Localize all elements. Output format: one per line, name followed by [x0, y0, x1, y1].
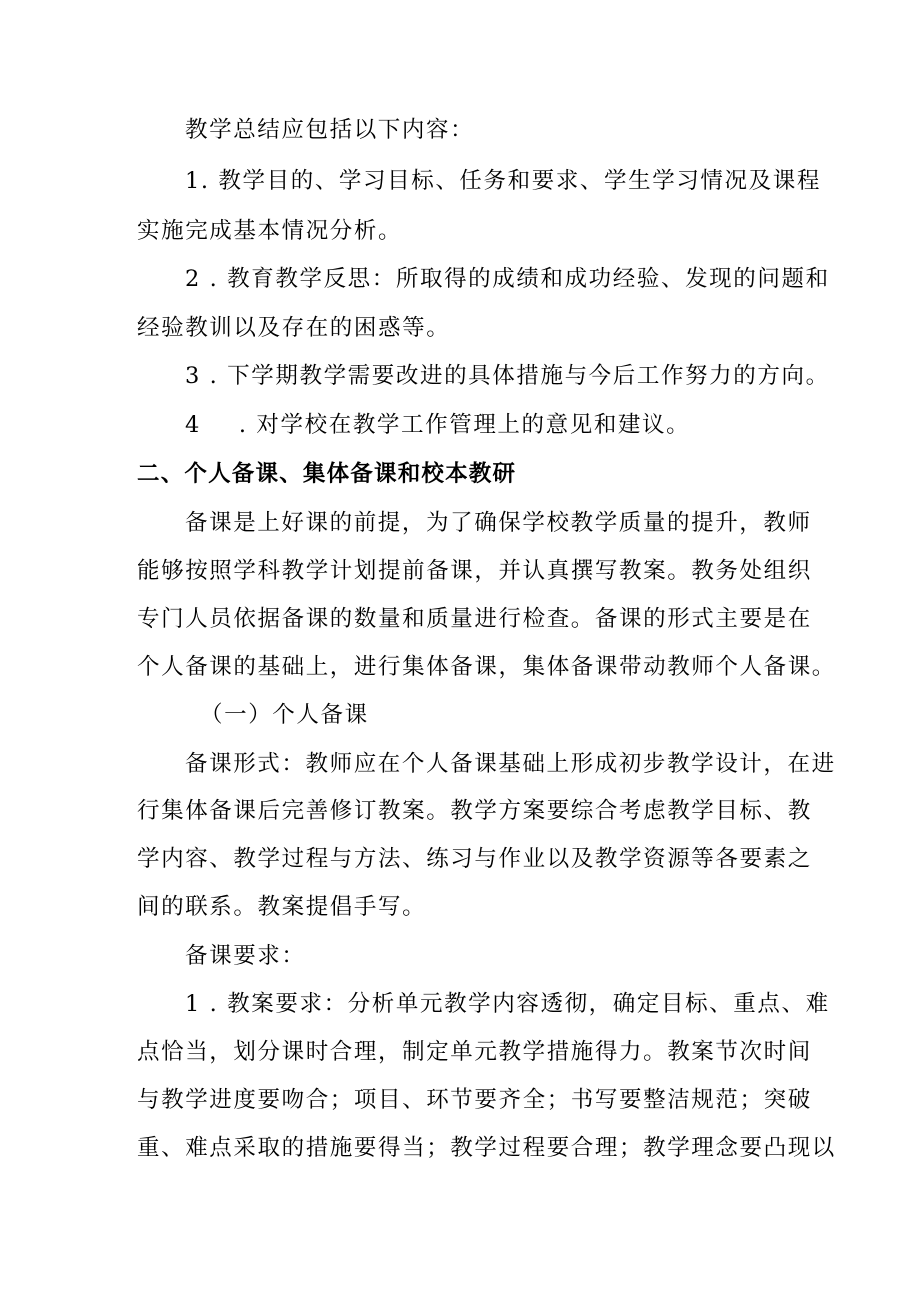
requirements-label: 备课要求： [185, 943, 306, 969]
req-para-line-1: 1 . 教案要求：分析单元教学内容透彻，确定目标、重点、难 [185, 991, 830, 1017]
summary-item-2-cont: 经验教训以及存在的困惑等。 [137, 315, 451, 341]
req-para-line-2: 点恰当，划分课时合理，制定单元教学措施得力。教案节次时间 [137, 1039, 812, 1065]
prep-para-line-4: 个人备课的基础上，进行集体备课，集体备课带动教师个人备课。 [137, 654, 836, 680]
prep-para-line-1: 备课是上好课的前提，为了确保学校教学质量的提升，教师 [185, 510, 812, 536]
summary-item-1: 1. 教学目的、学习目标、任务和要求、学生学习情况及课程 [185, 168, 821, 194]
form-para-line-3: 学内容、教学过程与方法、练习与作业以及教学资源等各要素之 [137, 846, 812, 872]
summary-item-1-cont: 实施完成基本情况分析。 [137, 218, 403, 244]
summary-item-4-number: 4 [185, 412, 201, 438]
form-para-line-1: 备课形式：教师应在个人备课基础上形成初步教学设计，在进 [185, 751, 836, 777]
req-para-line-4: 重、难点采取的措施要得当；教学过程要合理；教学理念要凸现以 [137, 1135, 836, 1161]
summary-item-4 [185, 410, 845, 440]
summary-intro: 教学总结应包括以下内容： [185, 117, 475, 143]
prep-para-line-2: 能够按照学科教学计划提前备课，并认真撰写教案。教务处组织 [137, 558, 812, 584]
form-para-line-4: 间的联系。教案提倡手写。 [137, 894, 427, 920]
summary-item-2: 2 . 教育教学反思：所取得的成绩和成功经验、发现的问题和 [185, 266, 830, 292]
summary-item-4-text: . 对学校在教学工作管理上的意见和建议。 [238, 412, 691, 438]
subsection-heading: （一）个人备课 [200, 702, 369, 728]
form-para-line-2: 行集体备课后完善修订教案。教学方案要综合考虑教学目标、教 [137, 798, 812, 824]
section-heading: 二、个人备课、集体备课和校本教研 [137, 461, 517, 487]
req-para-line-3: 与教学进度要吻合；项目、环节要齐全；书写要整洁规范；突破 [137, 1087, 812, 1113]
prep-para-line-3: 专门人员依据备课的数量和质量进行检查。备课的形式主要是在 [137, 606, 812, 632]
summary-item-3: 3 . 下学期教学需要改进的具体措施与今后工作努力的方向。 [185, 363, 830, 389]
